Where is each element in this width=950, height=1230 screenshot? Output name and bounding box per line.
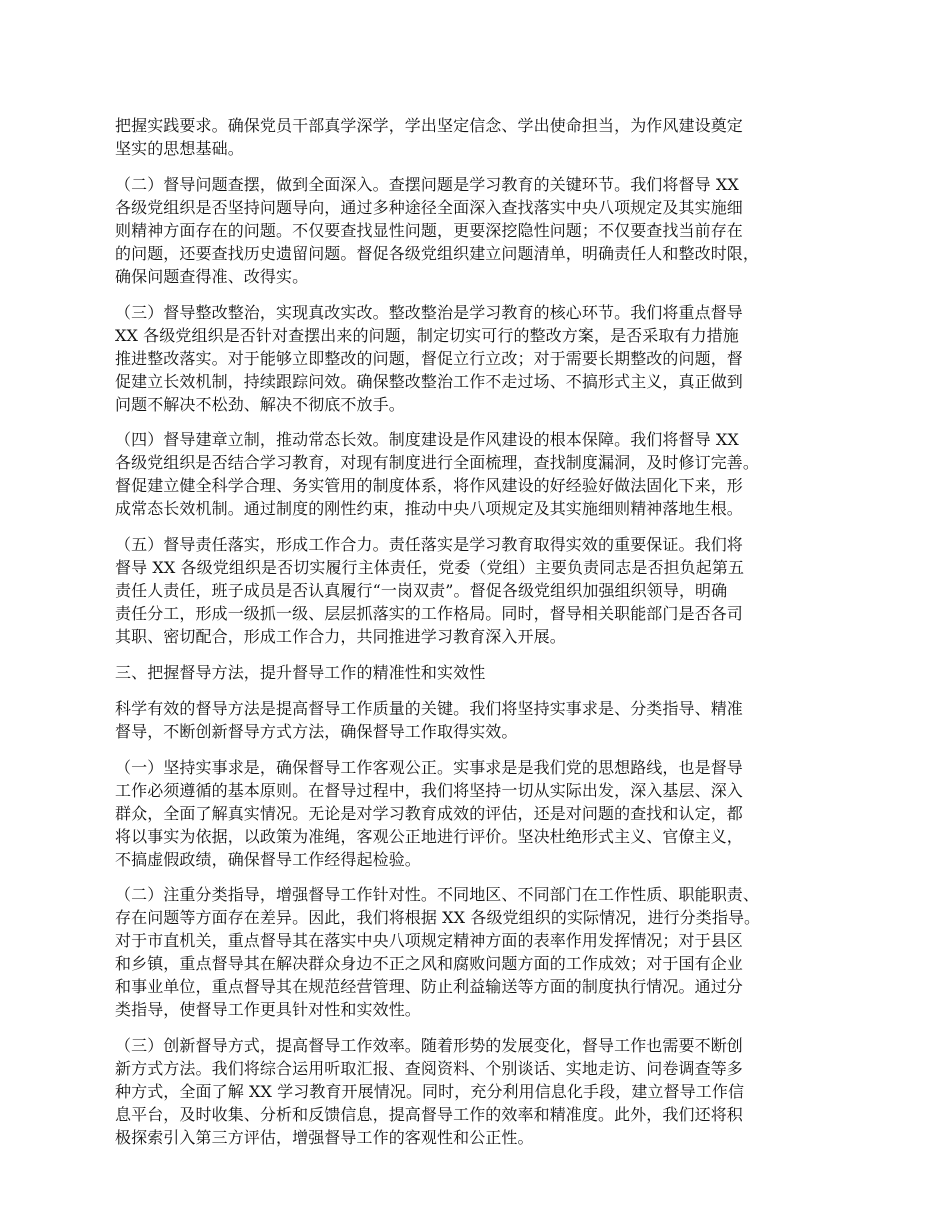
text-line: 坚实的思想基础。 — [115, 139, 244, 158]
text-line: 和事业单位，重点督导其在规范经营管理、防止利益输送等方面的制度执行情况。通过分 — [115, 977, 743, 997]
text-line: 推进整改落实。对于能够立即整改的问题，督促立行立改；对于需要长期整改的问题，督 — [115, 348, 743, 368]
text-line: 新方式方法。我们将综合运用听取汇报、查阅资料、个别谈话、实地走访、问卷调查等多 — [115, 1059, 743, 1079]
text-line: XX 各级党组织是否针对查摆出来的问题，制定切实可行的整改方案，是否采取有力措施 — [115, 325, 739, 345]
text-line: 息平台，及时收集、分析和反馈信息，提高督导工作的效率和精准度。此外，我们还将积 — [115, 1105, 743, 1125]
text-line: 问题不解决不松劲、解决不彻底不放手。 — [115, 394, 405, 414]
text-line: 的问题，还要查找历史遗留问题。督促各级党组织建立问题清单，明确责任人和整改时限， — [115, 243, 760, 263]
document-page — [115, 114, 855, 1162]
text-line: 各级党组织是否坚持问题导向，通过多种途径全面深入查找落实中央八项规定及其实施细 — [115, 197, 743, 217]
text-line: 对于市直机关，重点督导其在落实中央八项规定精神方面的表率作用发挥情况；对于县区 — [115, 931, 743, 951]
paragraph — [115, 883, 855, 1021]
text-line: 成常态长效机制。通过制度的刚性约束，推动中央八项规定及其实施细则精神落地生根。 — [115, 499, 743, 519]
text-line: （五）督导责任落实，形成工作合力。责任落实是学习教育取得实效的重要保证。我们将 — [115, 535, 743, 555]
text-line: 种方式，全面了解 XX 学习教育开展情况。同时，充分利用信息化手段，建立督导工作信 — [115, 1082, 745, 1102]
text-line: （一）坚持实事求是，确保督导工作客观公正。实事求是是我们党的思想路线，也是督导 — [115, 757, 743, 777]
text-line: 则精神方面存在的问题。不仅要查找显性问题，更要深挖隐性问题；不仅要查找当前存在 — [115, 220, 743, 240]
text-line: 不搞虚假政绩，确保督导工作经得起检验。 — [115, 849, 421, 869]
text-line: 促建立长效机制，持续跟踪问效。确保整改整治工作不走过场、不搞形式主义，真正做到 — [115, 371, 743, 391]
text-line: 类指导，使督导工作更具针对性和实效性。 — [115, 1000, 421, 1020]
text-line: 科学有效的督导方法是提高督导工作质量的关键。我们将坚持实事求是、分类指导、精准 — [115, 698, 743, 718]
text-line: 其职、密切配合，形成工作合力，共同推进学习教育深入开展。 — [115, 627, 566, 647]
paragraph — [115, 756, 855, 871]
text-line: （二）注重分类指导，增强督导工作针对性。不同地区、不同部门在工作性质、职能职责、 — [115, 885, 760, 905]
text-line: 责任分工，形成一级抓一级、层层抓落实的工作格局。同时，督导相关职能部门是否各司 — [115, 604, 743, 624]
paragraph — [115, 697, 855, 743]
text-line: 极探索引入第三方评估，增强督导工作的客观性和公正性。 — [115, 1128, 534, 1148]
paragraph — [115, 173, 855, 288]
paragraph — [115, 301, 855, 416]
text-line: 确保问题查得准、改得实。 — [115, 266, 309, 286]
paragraph — [115, 428, 855, 520]
text-line: 各级党组织是否结合学习教育，对现有制度进行全面梳理，查找制度漏洞，及时修订完善。 — [115, 453, 760, 473]
paragraph — [115, 114, 855, 160]
text-line: 把握实践要求。确保党员干部真学深学，学出坚定信念、学出使命担当，为作风建设奠定 — [115, 116, 743, 135]
text-line: 督导 XX 各级党组织是否切实履行主体责任，党委（党组）主要负责同志是否担负起第五 — [115, 558, 745, 578]
text-line: 将以事实为依据，以政策为准绳，客观公正地进行评价。坚决杜绝形式主义、官僚主义， — [115, 826, 743, 846]
text-line: （二）督导问题查摆，做到全面深入。查摆问题是学习教育的关键环节。我们将督导 XX — [115, 174, 739, 194]
text-line: 督导，不断创新督导方式方法，确保督导工作取得实效。 — [115, 721, 518, 741]
text-line: 工作必须遵循的基本原则。在督导过程中，我们将坚持一切从实际出发，深入基层、深入 — [115, 780, 743, 800]
section-heading — [115, 661, 855, 684]
text-line: 责任人责任，班子成员是否认真履行“一岗双责”。督促各级党组织加强组织领导，明确 — [115, 581, 728, 601]
text-line: （三）创新督导方式，提高督导工作效率。随着形势的发展变化，督导工作也需要不断创 — [115, 1036, 743, 1056]
text-line: （四）督导建章立制，推动常态长效。制度建设是作风建设的根本保障。我们将督导 XX — [115, 430, 739, 450]
text-line: 群众，全面了解真实情况。无论是对学习教育成效的评估，还是对问题的查找和认定，都 — [115, 803, 743, 823]
text-line: 督促建立健全科学合理、务实管用的制度体系，将作风建设的好经验好做法固化下来，形 — [115, 476, 743, 496]
paragraph — [115, 1034, 855, 1149]
text-line: 三、把握督导方法，提升督导工作的精准性和实效性 — [115, 662, 486, 682]
paragraph — [115, 533, 855, 648]
text-line: 和乡镇，重点督导其在解决群众身边不正之风和腐败问题方面的工作成效；对于国有企业 — [115, 954, 743, 974]
text-line: 存在问题等方面存在差异。因此，我们将根据 XX 各级党组织的实际情况，进行分类指导。 — [115, 908, 761, 928]
text-line: （三）督导整改整治，实现真改实改。整改整治是学习教育的核心环节。我们将重点督导 — [115, 302, 743, 322]
